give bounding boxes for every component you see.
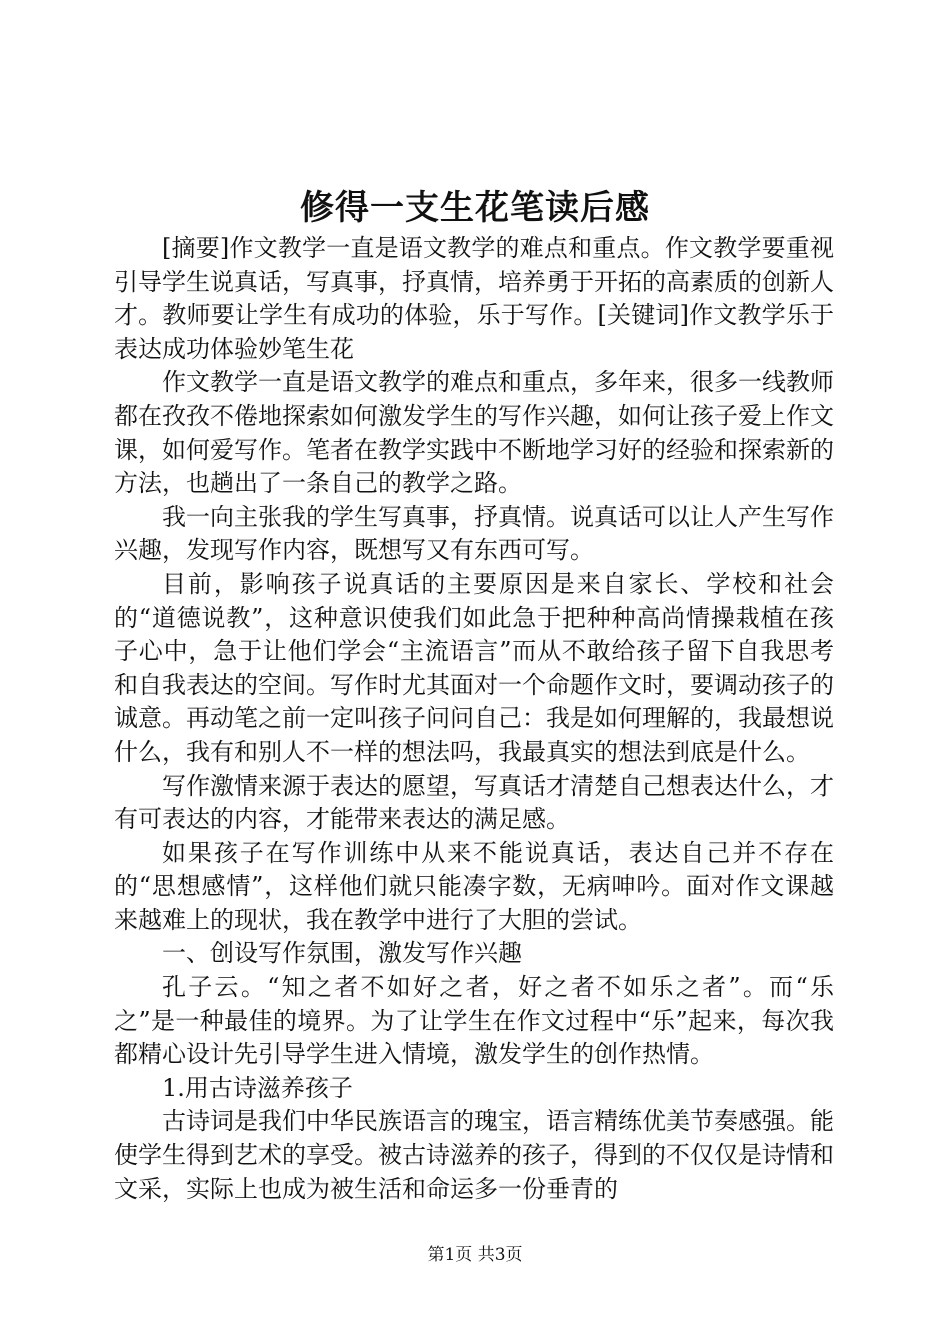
paragraph: 作文教学一直是语文教学的难点和重点，多年来，很多一线教师都在孜孜不倦地探索如何激发学生的写作兴趣，如何让孩子爱上作文课，如何爱写作。笔者在教学实践中不断地学习好的经验和探索新的方法，也趟出了一条自己的教学之路。 — [114, 368, 834, 498]
page-footer: 第1页 共3页 — [427, 1245, 523, 1265]
paragraph: 如果孩子在写作训练中从来不能说真话，表达自己并不存在的“思想感情”，这样他们就只能凑字数，无病呻吟。面对作文课越来越难上的现状，我在教学中进行了大胆的尝试。 — [114, 838, 834, 934]
paragraph: 目前，影响孩子说真话的主要原因是来自家长、学校和社会的“道德说教”，这种意识使我们如此急于把种种高尚情操栽植在孩子心中，急于让他们学会“主流语言”而从不敢给孩子留下自我思考和自我表达的空间。写作时尤其面对一个命题作文时，要调动孩子的诚意。再动笔之前一定叫孩子问问自己：我是如何理解的，我最想说什么，我有和别人不一样的想法吗，我最真实的想法到底是什么。 — [114, 569, 834, 766]
subsection-heading: 1.用古诗滋养孩子 — [162, 1073, 353, 1102]
document-body — [114, 232, 834, 1206]
paragraph-abstract: [摘要]作文教学一直是语文教学的难点和重点。作文教学要重视引导学生说真话，写真事，抒真情，培养勇于开拓的高素质的创新人才。教师要让学生有成功的体验，乐于写作。[关键词]作文教学乐于表达成功体验妙笔生花 — [114, 234, 834, 363]
paragraph: 孔子云。“知之者不如好之者，好之者不如乐之者”。而“乐之”是一种最佳的境界。为了让学生在作文过程中“乐”起来，每次我都精心设计先引导学生进入情境，激发学生的创作热情。 — [114, 973, 834, 1069]
paragraph: 写作激情来源于表达的愿望，写真话才清楚自己想表达什么，才有可表达的内容，才能带来表达的满足感。 — [114, 771, 834, 834]
paragraph: 我一向主张我的学生写真事，抒真情。说真话可以让人产生写作兴趣，发现写作内容，既想写又有东西可写。 — [114, 502, 834, 565]
document-title: 修得一支生花笔读后感 — [300, 188, 650, 228]
paragraph: 古诗词是我们中华民族语言的瑰宝，语言精练优美节奏感强。能使学生得到艺术的享受。被古诗滋养的孩子，得到的不仅仅是诗情和文采，实际上也成为被生活和命运多一份垂青的 — [114, 1107, 834, 1203]
section-heading: 一、创设写作氛围，激发写作兴趣 — [162, 939, 522, 968]
